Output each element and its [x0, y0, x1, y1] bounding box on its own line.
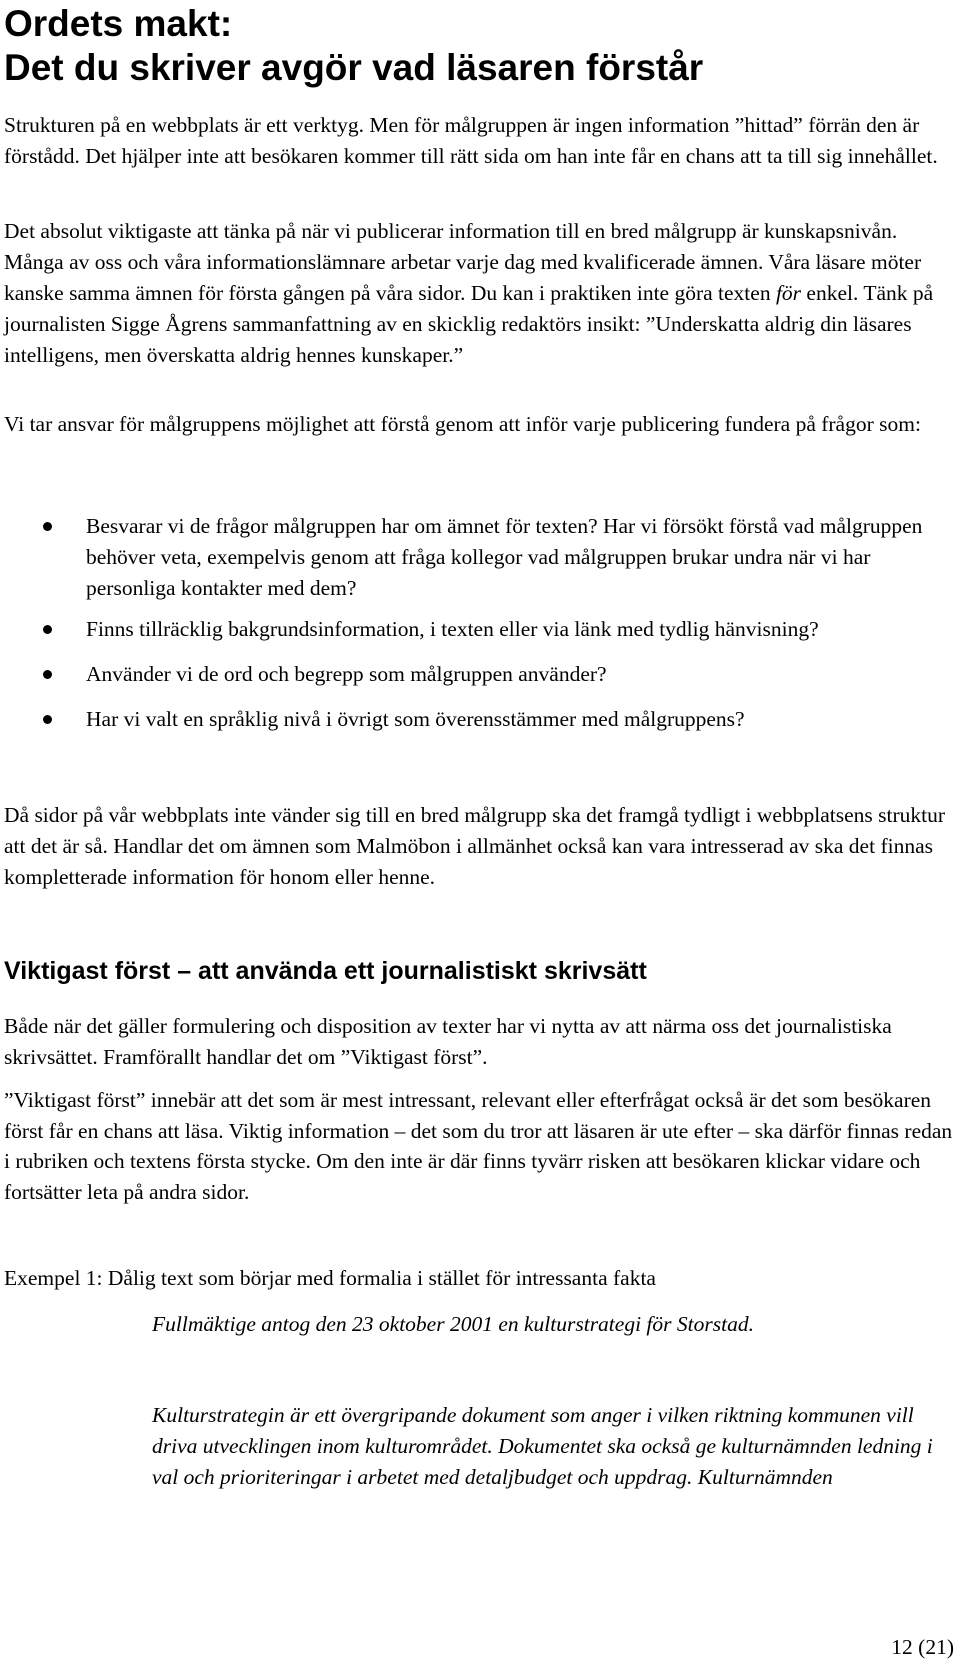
section-heading: Viktigast först – att använda ett journalistiskt skrivsätt — [4, 957, 647, 985]
knowledge-level-text-a: Det absolut viktigaste att tänka på när vi publicerar information till en bred målgrupp är kunskapsnivån. Många av oss och våra informationslämnare arbetar varje dag med kvalificerade ämnen. Våra läsare möter kanske samma ämnen för första gången på våra sidor. Du kan i praktiken inte göra texten — [4, 219, 922, 305]
bullet-icon — [43, 715, 52, 724]
page-title — [4, 2, 703, 90]
title-line-1: Ordets makt: — [4, 3, 233, 44]
list-item — [0, 511, 960, 604]
question-list — [0, 511, 960, 735]
list-item-text: Besvarar vi de frågor målgruppen har om ämnet för texten? Har vi försökt förstå vad målgruppen behöver veta, exempelvis genom att fråga kollegor vad målgruppen brukar undra när vi har personliga kontakter med dem? — [86, 514, 923, 600]
target-audience-paragraph: Då sidor på vår webbplats inte vänder sig till en bred målgrupp ska det framgå tydligt i webbplatsens struktur att det är så. Handlar det om ämnen som Malmöbon i allmänhet också kan vara intresserad av ska det finnas kompletterade information för honom eller henne. — [4, 803, 945, 889]
list-item-text: Har vi valt en språklig nivå i övrigt som överensstämmer med målgruppens? — [86, 707, 745, 731]
list-item — [0, 659, 960, 690]
journalistic-style-paragraph: Både när det gäller formulering och disposition av texter har vi nytta av att närma oss det journalistiska skrivsättet. Framförallt handlar det om ”Viktigast först”. — [4, 1014, 892, 1069]
page-number: 12 (21) — [891, 1635, 954, 1659]
bullet-icon — [43, 625, 52, 634]
list-item — [0, 614, 960, 645]
intro-paragraph: Strukturen på en webbplats är ett verktyg. Men för målgruppen är ingen information ”hittad” förrän den är förstådd. Det hjälper inte att besökaren kommer till rätt sida om han inte får en chans att ta till sig innehållet. — [4, 113, 938, 168]
example-label: Exempel 1: Dålig text som börjar med formalia i stället för intressanta fakta — [4, 1266, 656, 1290]
knowledge-level-paragraph — [4, 216, 954, 371]
most-important-first-paragraph: ”Viktigast först” innebär att det som är mest intressant, relevant eller efterfrågat också är det som besökaren först får en chans att läsa. Viktig information – det som du tror att läsaren är ute efter – ska därför finnas redan i rubriken och textens första stycke. Om den inte är där finns tyvärr risken att besökaren klickar vidare och fortsätter leta på andra sidor. — [4, 1088, 953, 1204]
bullet-icon — [43, 522, 52, 531]
bullet-icon — [43, 670, 52, 679]
questions-intro-paragraph: Vi tar ansvar för målgruppens möjlighet att förstå genom att inför varje publicering fundera på frågor som: — [4, 412, 921, 436]
example-quote-line: Fullmäktige antog den 23 oktober 2001 en kulturstrategi för Storstad. — [152, 1312, 754, 1336]
list-item-text: Använder vi de ord och begrepp som målgruppen använder? — [86, 662, 607, 686]
list-item-text: Finns tillräcklig bakgrundsinformation, i texten eller via länk med tydlig hänvisning? — [86, 617, 819, 641]
title-line-2: Det du skriver avgör vad läsaren förstår — [4, 47, 704, 88]
knowledge-level-text-b: enkel. Tänk på journalisten Sigge Ågrens sammanfattning av en skicklig redaktörs insikt: ”Underskatta aldrig din läsares intelligens, men överskatta aldrig hennes kunskaper.” — [4, 281, 934, 367]
list-item — [0, 704, 960, 735]
example-quote-paragraph: Kulturstrategin är ett övergripande dokument som anger i vilken riktning kommunen vill driva utvecklingen inom kulturområdet. Dokumentet ska också ge kulturnämnden ledning i val och prioriteringar i arbetet med detaljbudget och uppdrag. Kulturnämnden — [152, 1403, 933, 1489]
emphasis-text: för — [775, 281, 802, 305]
